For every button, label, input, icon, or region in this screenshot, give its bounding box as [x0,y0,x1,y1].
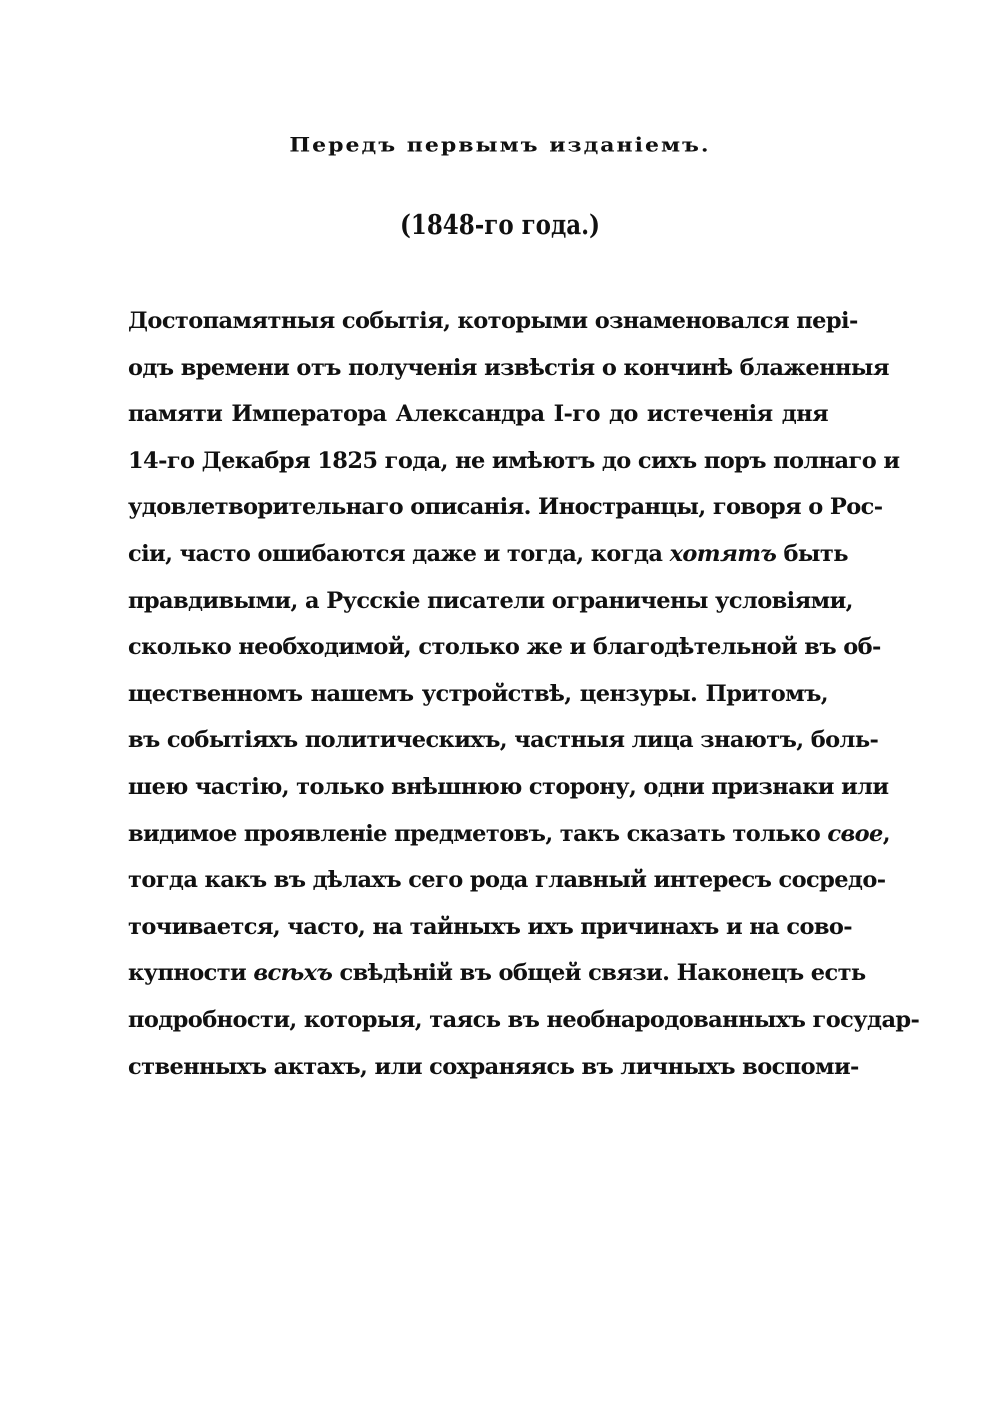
text-line: въ событіяхъ политическихъ, частныя лица знаютъ, боль- [128,727,879,754]
text-line: 14-го Декабря 1825 года, не имѣютъ до сихъ поръ полнаго и [128,447,900,474]
text-line: видимое проявленіе предметовъ, такъ сказать только свое, [128,820,890,847]
text-line: памяти Императора Александра I-го до истеченія дня [128,401,828,428]
text-line: правдивыми, а Русскіе писатели ограничены условіями, [128,587,853,614]
italic-word: всѣхъ [253,960,333,987]
text-line: подробности, которыя, таясь въ необнародованныхъ государ- [128,1006,920,1033]
body-paragraph [128,298,920,1090]
text-line: одъ времени отъ полученія извѣстія о кончинѣ блаженныя [128,354,889,381]
text-line: шею частію, только внѣшнюю сторону, одни признаки или [128,773,889,800]
page-subheading: (1848-го года.) [399,210,601,241]
italic-word: хотятъ [669,540,777,567]
page-heading: Передъ первымъ изданіемъ. [289,133,711,157]
text-line: сіи, часто ошибаются даже и тогда, когда хотятъ быть [128,540,848,567]
text-line: купности всѣхъ свѣдѣній въ общей связи. Наконецъ есть [128,960,866,987]
text-line: щественномъ нашемъ устройствѣ, цензуры. Притомъ, [128,680,828,707]
text-line: удовлетворительнаго описанія. Иностранцы, говоря о Рос- [128,494,883,521]
text-line: ственныхъ актахъ, или сохраняясь въ личныхъ воспоми- [128,1053,859,1080]
text-line: точивается, часто, на тайныхъ ихъ причинахъ и на сово- [128,913,853,940]
italic-word: свое [827,820,883,847]
text-line: тогда какъ въ дѣлахъ сего рода главный интересъ сосредо- [128,867,886,894]
text-line: Достопамятныя событія, которыми ознаменовался пері- [128,308,858,334]
text-line: сколько необходимой, столько же и благодѣтельной въ об- [128,634,881,661]
